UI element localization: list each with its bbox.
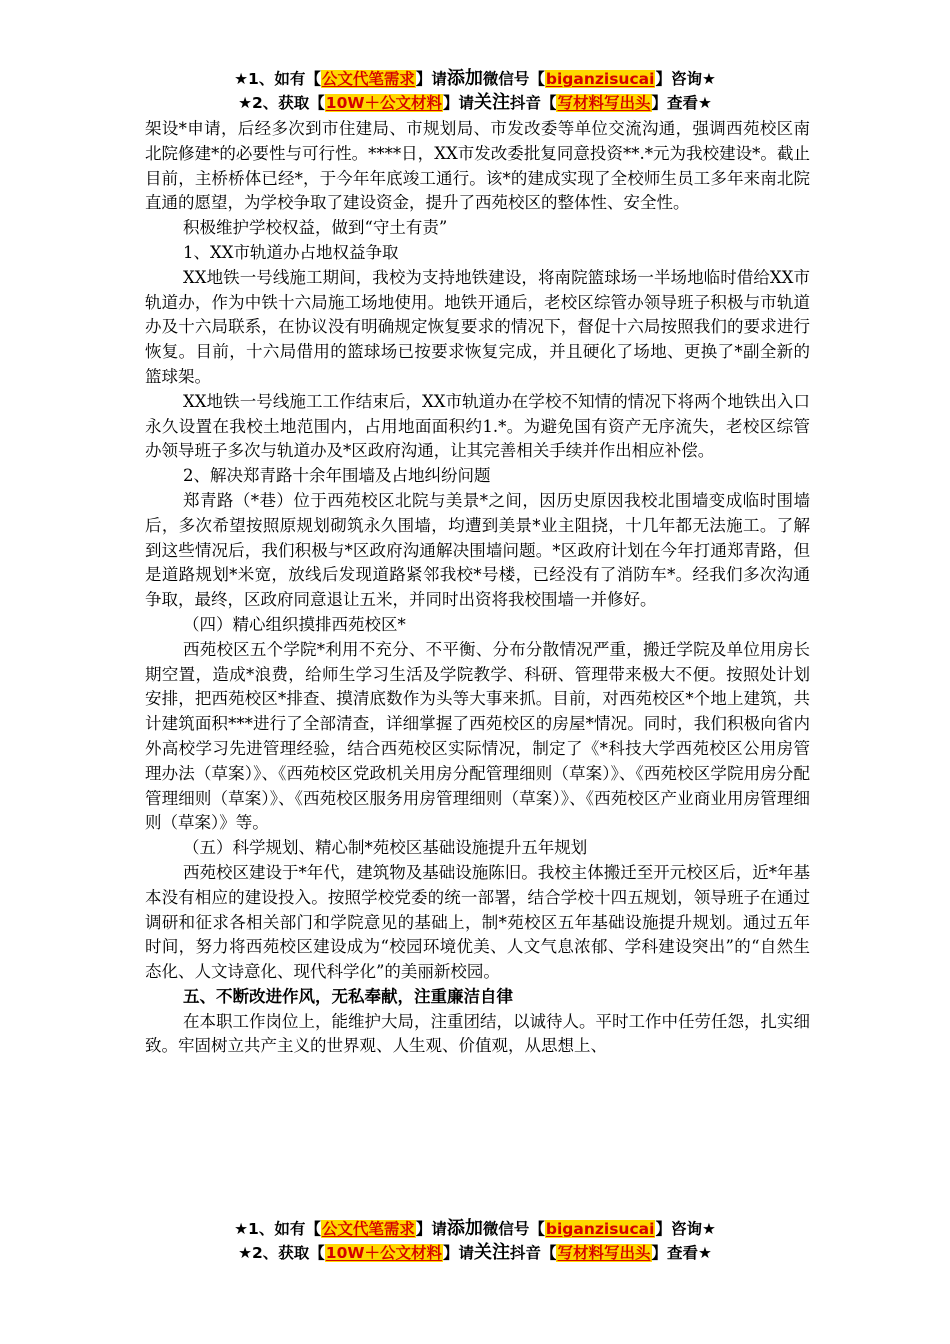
section-heading: 积极维护学校权益，做到“守土有责” [183,218,448,238]
promo-text: ★2、获取【 [238,1244,325,1262]
paragraph: 西苑校区五个学院*利用不充分、不平衡、分布分散情况严重，搬迁学院及单位用房长期空置，造成*浪费，给师生学习生活及学院教学、科研、管理带来极大不便。按照处计划安排，把西苑校区*排查、摸清底数作为头等大事来抓。目前，对西苑校区*个地上建筑，共计建筑面积***进行了全部清查，详细掌握了西苑校区的房屋*情况。同时，我们积极向省内外高校学习先进管理经验，结合西苑校区实际情况，制定了《*科技大学西苑校区公用房管理办法（草案）》、《西苑校区党政机关用房分配管理细则（草案）》、《西苑校区学院用房分配管理细则（草案）》、《西苑校区服务用房管理细则（草案）》、《西苑校区产业商业用房管理细则（草案）》等。 [145,639,810,833]
promo-line-1 [0,67,950,91]
promo-line-2 [0,91,950,115]
paragraph: 在本职工作岗位上，能维护大局，注重团结，以诚待人。平时工作中任劳任怨，扎实细致。牢固树立共产主义的世界观、人生观、价值观，从思想上、 [145,1011,810,1056]
promo-emphasis: 关注 [473,92,510,113]
promo-text: 微信号【 [482,70,545,88]
sub-heading: 2、解决郑青路十余年围墙及占地纠纷问题 [183,466,491,486]
highlight-douyin-id: 写材料写出头 [557,94,651,112]
promo-text: 微信号【 [482,1220,545,1238]
promo-line-2 [0,1241,950,1265]
highlight-wechat-id: biganzisucai [545,1220,655,1238]
document-body [145,117,810,1059]
section-heading: （五）科学规划、精心制*苑校区基础设施提升五年规划 [183,838,588,858]
promo-emphasis: 添加 [446,1218,483,1239]
promo-text: 】查看★ [651,1244,712,1262]
paragraph: 西苑校区建设于*年代，建筑物及基础设施陈旧。我校主体搬迁至开元校区后，近*年基本没有相应的建设投入。按照学校党委的统一部署，结合学校十四五规划，领导班子在通过调研和征求各相关部门和学院意见的基础上，制*苑校区五年基础设施提升规划。通过五年时间，努力将西苑校区建设成为“校园环境优美、人文气息浓郁、学科建设突出”的“自然生态化、人文诗意化、现代科学化”的美丽新校园。 [145,862,810,982]
chapter-heading: 五、不断改进作风，无私奉献，注重廉洁自律 [183,986,513,1006]
promo-text: 抖音【 [509,1244,557,1262]
paragraph: 架设*申请，后经多次到市住建局、市规划局、市发改委等单位交流沟通，强调西苑校区南北院修建*的必要性与可行性。****日，XX市发改委批复同意投资**.*元为我校建设*。截止目前，主桥桥体已经*，于今年年底竣工通行。该*的建成实现了全校师生员工多年来南北院直通的愿望，为学校争取了建设资金，提升了西苑校区的整体性、安全性。 [145,119,810,213]
promo-text: 】咨询★ [655,70,716,88]
promo-text: 】请 [442,1244,474,1262]
promo-text: 】请 [415,1220,447,1238]
promo-text: 】请 [442,94,474,112]
promo-line-1 [0,1217,950,1241]
promo-text: 】咨询★ [655,1220,716,1238]
paragraph: 郑青路（*巷）位于西苑校区北院与美景*之间，因历史原因我校北围墙变成临时围墙后，多次希望按照原规划砌筑永久围墙，均遭到美景*业主阻挠，十几年都无法施工。了解到这些情况后，我们积极与*区政府沟通解决围墙问题。*区政府计划在今年打通郑青路，但是道路规划*米宽，放线后发现道路紧邻我校*号楼，已经没有了消防车*。经我们多次沟通争取，最终，区政府同意退让五米，并同时出资将我校围墙一并修好。 [145,490,810,610]
promo-banner-bottom [0,1217,950,1265]
paragraph: XX地铁一号线施工工作结束后，XX市轨道办在学校不知情的情况下将两个地铁出入口永久设置在我校土地范围内，占用地面面积约1.*。为避免国有资产无序流失，老校区综管办领导班子多次与轨道办及*区政府沟通，让其完善相关手续并作出相应补偿。 [145,391,810,461]
paragraph: XX地铁一号线施工期间，我校为支持地铁建设，将南院篮球场一半场地临时借给XX市轨道办，作为中铁十六局施工场地使用。地铁开通后，老校区综管办领导班子积极与市轨道办及十六局联系，在协议没有明确规定恢复要求的情况下，督促十六局按照我们的要求进行恢复。目前，十六局借用的篮球场已按要求恢复完成，并且硬化了场地、更换了*副全新的篮球架。 [145,267,810,386]
highlight-service: 公文代笔需求 [321,70,415,88]
highlight-wechat-id: biganzisucai [545,70,655,88]
promo-text: ★1、如有【 [234,70,321,88]
promo-text: 】查看★ [651,94,712,112]
sub-heading: 1、XX市轨道办占地权益争取 [183,242,399,262]
promo-text: 】请 [415,70,447,88]
section-heading: （四）精心组织摸排西苑校区* [183,614,406,634]
highlight-douyin-id: 写材料写出头 [557,1244,651,1262]
promo-emphasis: 关注 [473,1242,510,1263]
promo-text: 抖音【 [509,94,557,112]
promo-emphasis: 添加 [446,68,483,89]
promo-text: ★1、如有【 [234,1220,321,1238]
promo-text: ★2、获取【 [238,94,325,112]
highlight-materials: 10W＋公文材料 [325,1244,442,1262]
highlight-materials: 10W＋公文材料 [325,94,442,112]
promo-banner-top [0,67,950,115]
highlight-service: 公文代笔需求 [321,1220,415,1238]
